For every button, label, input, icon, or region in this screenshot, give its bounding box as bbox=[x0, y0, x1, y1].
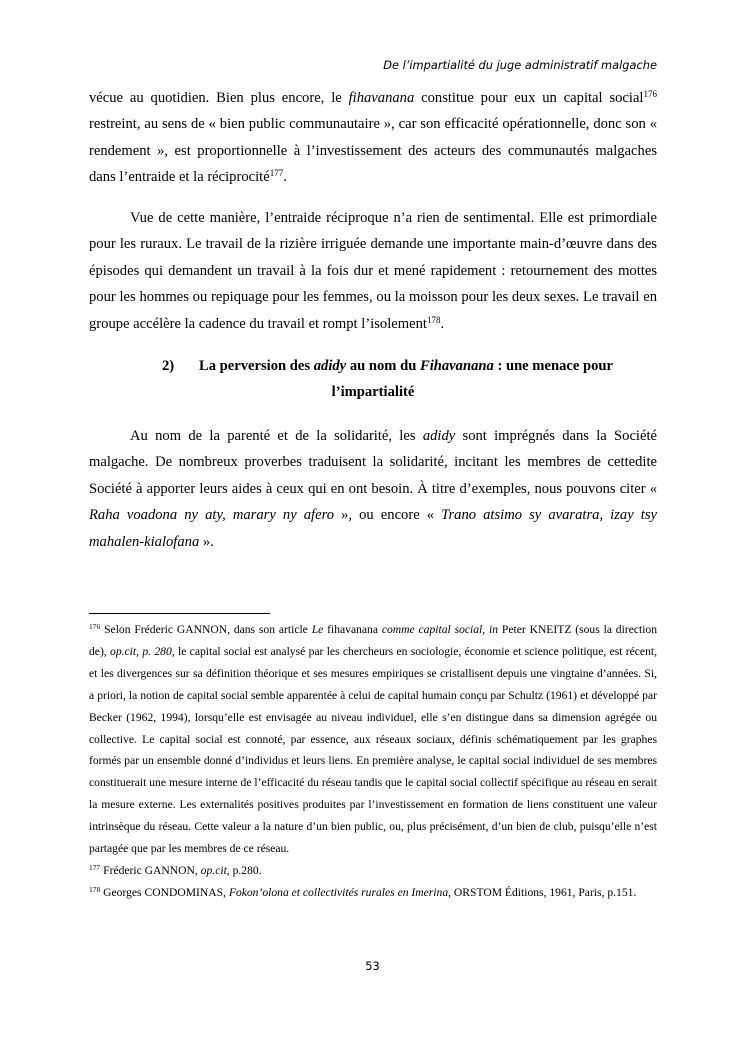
italic-term: fihavanana bbox=[348, 90, 415, 106]
running-header: De l’impartialité du juge administratif malgache bbox=[383, 58, 657, 72]
section-heading bbox=[89, 353, 657, 405]
proverb-1: Raha voadona ny aty, marary ny afero bbox=[89, 507, 335, 524]
page-number: 53 bbox=[365, 959, 380, 973]
footnote-176: $^{176}$ Selon Fréderic GANNON, dans son article Le fihavanana comme capital social, in Peter KNEITZ (sous la direction de), op.cit, p. 280, le capital social est analysé par les chercheurs en sociologie, économie et science politique, est récent, et les divergences sur sa définition théorique et ses mesures empiriques se cristallisent depuis une vingtaine d’années. Si, a priori, la notion de capital social semble apparentée à celui de capital humain conçu par Schultz (1961) et développé par Becker (1962, 1994), lorsqu’elle est envisagée au niveau individuel, elle s’en distingue dans sa dimension agrégée ou collective. Le capital social est connoté, par essence, aux réseaux sociaux, définis schématiquement par les graphes formés par un ensemble donné d’individus et leurs liens. En première analyse, le capital social individuel de ses membres constituerait une mesure interne de l’efficacité du réseau tandis que le capital social collectif spécifique au réseau en serait la mesure externe. Les externalités positives produites par l’investissement en formation de liens constituent une valeur intrinsèque du réseau. Cette valeur a la nature d’un bien public, ou, plus précisément, d’un bien de club, puisqu’elle n’est partagée que par les membres de ce réseau. bbox=[89, 622, 658, 856]
section-number: 2) bbox=[162, 358, 175, 374]
footnote-separator bbox=[89, 613, 270, 614]
footnote-178: $^{178}$ Georges CONDOMINAS, Fokon’olona et collectivités rurales en Imerina, ORSTOM Éditions, 1961, Paris, p.151. bbox=[89, 884, 637, 899]
paragraph-1: vécue au quotidien. Bien plus encore, le fihavanana constitue pour eux un capital social$^{176}$ restreint, au sens de « bien public communautaire », car son efficacité opérationnelle, donc son « rendement », est proportionnelle à l’investissement des acteurs des communautés malgaches dans l’entraide et la réciprocité$^{177}$. bbox=[89, 89, 657, 186]
footnote-177: $^{177}$ Fréderic GANNON, op.cit, p.280. bbox=[89, 862, 262, 877]
footnote-ref-178[interactable]: 178 bbox=[426, 314, 441, 325]
footnote-ref-177[interactable]: 177 bbox=[269, 168, 284, 179]
section-heading-line-1: 2) La perversion des adidy au nom du Fihavanana : une menace pour bbox=[89, 353, 657, 379]
paragraph-2: Vue de cette manière, l’entraide réciproque n’a rien de sentimental. Elle est primordiale pour les ruraux. Le travail de la rizière irriguée demande une importante main-d’œuvre dans des épisodes qui demandent un travail à la fois dur et mené rapidement : retournement des mottes pour les hommes ou repiquage pour les femmes, ou la moisson pour les deux sexes. Le travail en groupe accélère la cadence du travail et rompt l’isolement$^{178}$. bbox=[89, 210, 657, 332]
footnotes bbox=[89, 619, 657, 904]
proverb-2: Trano atsimo sy avaratra, izay tsy mahalen-kialofana bbox=[89, 507, 657, 550]
paragraph-3: Au nom de la parenté et de la solidarité, les adidy sont imprégnés dans la Société malgache. De nombreux proverbes traduisent la solidarité, incitant les membres de cettedite Société à apporter leurs aides à ceux qui en ont besoin. À titre d’exemples, nous pouvons citer « Raha voadona ny aty, marary ny afero », ou encore « Trano atsimo sy avaratra, izay tsy mahalen-kialofana ». bbox=[89, 428, 657, 550]
section-heading-line-2: l’impartialité bbox=[331, 384, 415, 400]
footnote-ref-176[interactable]: 176 bbox=[643, 89, 657, 99]
